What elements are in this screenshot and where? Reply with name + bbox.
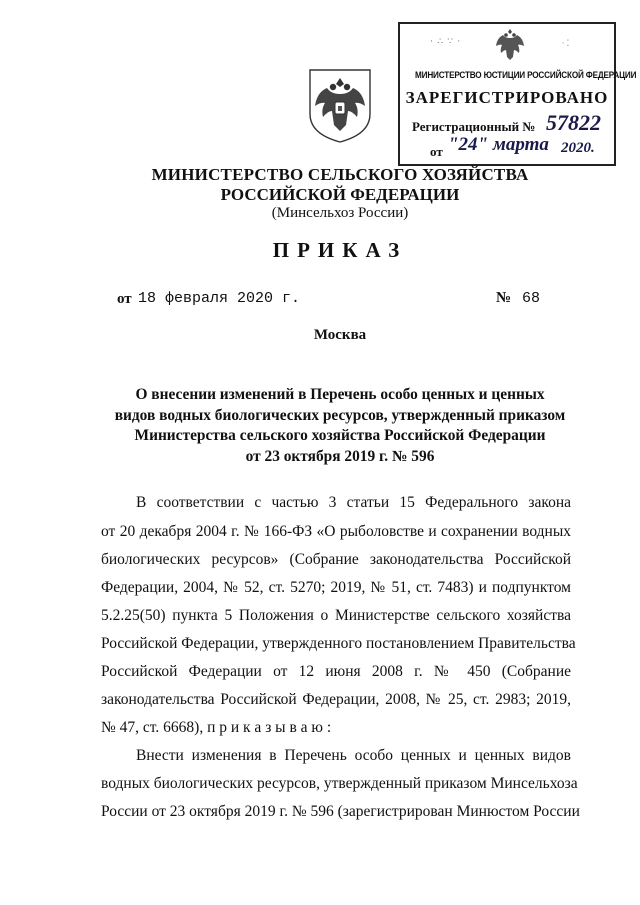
stamp-print-noise: · ∴ ∵ ·: [430, 36, 462, 46]
order-number: 68: [522, 290, 541, 307]
document-title: [100, 385, 580, 467]
body-line: 5.2.25(50) пункта 5 Положения о Министерстве сельского хозяйства: [101, 607, 571, 624]
coat-of-arms-emblem: [300, 66, 380, 144]
body-line: биологических ресурсов» (Собрание законодательства Российской: [101, 551, 571, 568]
stamp-date-value: [448, 134, 549, 156]
city: Москва: [313, 327, 367, 343]
body-line: от 20 декабря 2004 г. № 166-ФЗ «О рыболовстве и сохранении водных: [101, 523, 571, 540]
number-label: №: [496, 290, 512, 306]
title-line: видов водных биологических ресурсов, утвержденный приказом: [114, 406, 566, 424]
date-prefix: от: [117, 291, 132, 307]
ministry-short-name: (Минсельхоз России): [271, 205, 409, 221]
document-type: ПРИКАЗ: [272, 238, 408, 262]
body-line: В соответствии с частью 3 статьи 15 Федерального закона: [136, 494, 571, 511]
body-line: водных биологических ресурсов, утвержденный приказом Минсельхоза: [101, 775, 578, 792]
stamp-print-noise: ∙ ⁚: [562, 38, 570, 48]
body-line: Российской Федерации от 12 июня 2008 г. № 450 (Собрание: [101, 663, 571, 680]
ministry-name-line2: РОССИЙСКОЙ ФЕДЕРАЦИИ: [220, 185, 460, 204]
stamp-date-text: "24" марта: [448, 134, 549, 155]
stamp-regno-value: 57822: [546, 110, 601, 135]
stamp-emblem-icon: [492, 26, 528, 62]
title-line: Министерства сельского хозяйства Российской Федерации: [134, 427, 546, 444]
stamp-from-label: от: [430, 144, 443, 159]
body-line: Федерации, 2004, № 52, ст. 5270; 2019, № 51, ст. 7483) и подпунктом: [101, 579, 571, 596]
stamp-regno-label: Регистрационный №: [412, 119, 536, 134]
ministry-name-line1: МИНИСТЕРСТВО СЕЛЬСКОГО ХОЗЯЙСТВА: [151, 165, 529, 184]
stamp-registered: ЗАРЕГИСТРИРОВАНО: [405, 88, 609, 107]
body-line: Российской Федерации, утвержденного постановлением Правительства: [101, 635, 576, 652]
body-line: законодательства Российской Федерации, 2008, № 25, ст. 2983; 2019,: [101, 691, 571, 708]
title-line: от 23 октября 2019 г. № 596: [245, 447, 435, 465]
body-line: Внести изменения в Перечень особо ценных и ценных видов: [136, 747, 571, 764]
body-line: России от 23 октября 2019 г. № 596 (зарегистрирован Минюстом России: [101, 803, 580, 820]
stamp-ministry: МИНИСТЕРСТВО ЮСТИЦИИ РОССИЙСКОЙ ФЕДЕРАЦИИ: [414, 70, 637, 81]
stamp-year-value: 2020.: [561, 140, 595, 156]
body-line: № 47, ст. 6668), п р и к а з ы в а ю :: [101, 719, 332, 736]
order-date: 18 февраля 2020 г.: [138, 290, 301, 307]
title-line: О внесении изменений в Перечень особо ценных и ценных: [135, 386, 545, 403]
registration-stamp: [398, 22, 637, 166]
